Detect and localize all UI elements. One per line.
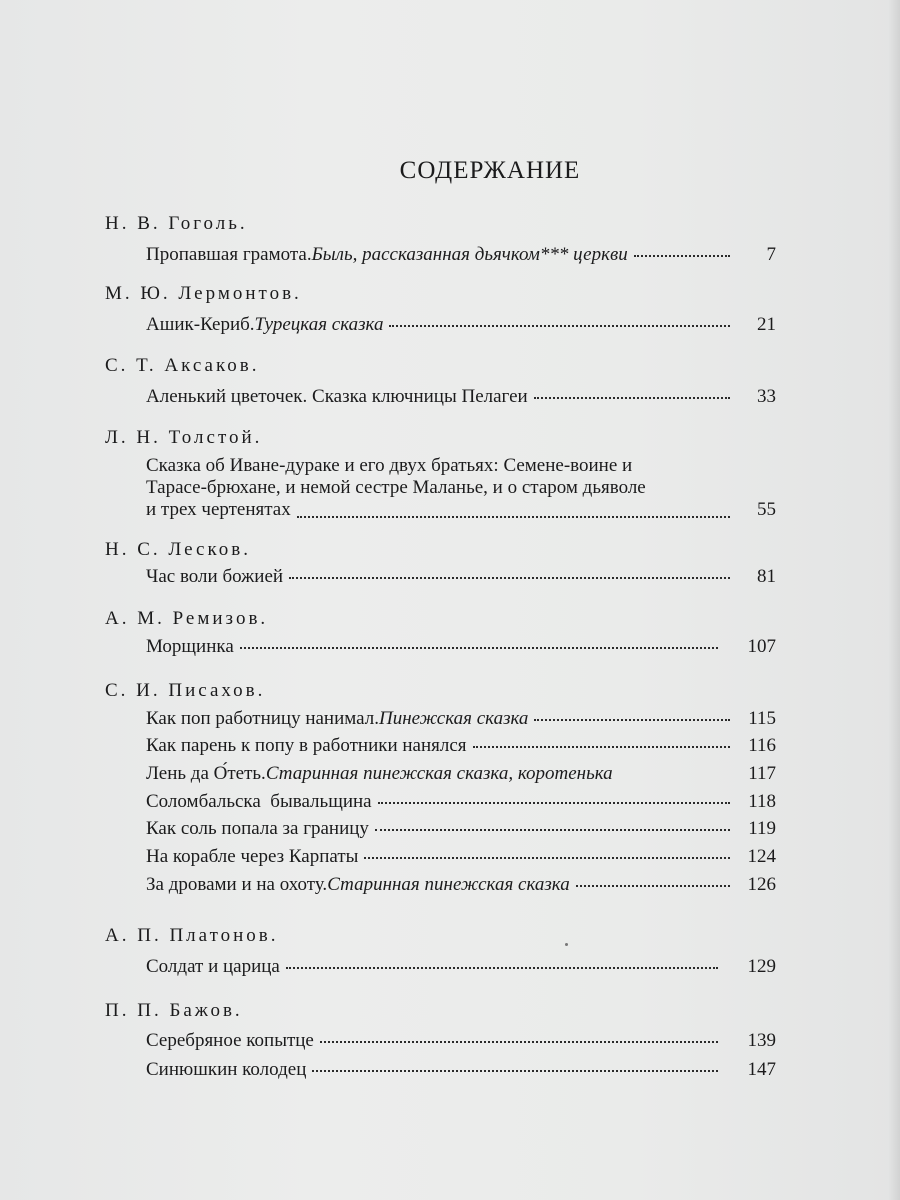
dot-leader — [312, 1070, 718, 1072]
author-name: М. Ю. Лермонтов. — [105, 283, 302, 304]
page-number: 116 — [748, 735, 776, 756]
toc-entry[interactable] — [146, 455, 776, 521]
dot-leader — [320, 1041, 718, 1043]
toc-entry[interactable] — [146, 874, 776, 896]
story-title: Пропавшая грамота. — [146, 244, 312, 265]
story-title: Час воли божией — [146, 566, 284, 587]
dot-leader — [634, 255, 730, 257]
story-title: Синюшкин колодец — [146, 1059, 307, 1080]
toc-entry[interactable] — [146, 386, 776, 408]
author-name: Л. Н. Толстой. — [105, 427, 263, 448]
story-title: и трех чертенятах — [146, 499, 291, 520]
story-title: Соломбальска бывальщина — [146, 791, 372, 812]
story-title-line: Сказка об Иване-дураке и его двух братьях: Семене-воине и — [146, 455, 633, 476]
dot-leader — [364, 857, 730, 859]
author-name: Н. С. Лесков. — [105, 539, 251, 560]
page-number: 55 — [757, 499, 776, 520]
page-number: 124 — [747, 846, 776, 867]
story-title: Как поп работницу нанимал. — [146, 708, 379, 729]
page-number: 81 — [757, 566, 776, 587]
page-number: 33 — [757, 386, 776, 407]
page-number: 119 — [748, 818, 776, 839]
dot-leader — [534, 397, 730, 399]
toc-entry[interactable] — [146, 846, 776, 868]
dot-leader — [289, 577, 730, 579]
dot-leader — [240, 647, 718, 649]
toc-entry[interactable] — [146, 708, 776, 730]
dot-leader — [286, 967, 718, 969]
author-name: Н. В. Гоголь. — [105, 213, 248, 234]
page-number: 126 — [747, 874, 776, 895]
story-title: Аленький цветочек. Сказка ключницы Пелагеи — [146, 386, 528, 407]
page-number: 115 — [748, 708, 776, 729]
story-title: Как соль попала за границу — [146, 818, 369, 839]
story-title: Как парень к попу в работники нанялся — [146, 735, 467, 756]
story-title: За дровами и на охоту. — [146, 874, 328, 895]
story-subtitle: Пинежская сказка — [379, 708, 529, 729]
story-title: На корабле через Карпаты — [146, 846, 359, 867]
dot-leader — [297, 516, 730, 518]
author-name: А. М. Ремизов. — [105, 608, 269, 629]
story-subtitle: Турецкая сказка — [254, 314, 384, 335]
page-number: 7 — [766, 244, 776, 265]
story-title: Лень да О́теть. — [146, 763, 266, 784]
dot-leader — [534, 719, 730, 721]
toc-entry[interactable] — [146, 636, 776, 658]
toc-entry[interactable] — [146, 956, 776, 978]
author-name: П. П. Бажов. — [105, 1000, 243, 1021]
toc-entry[interactable] — [146, 791, 776, 813]
story-subtitle: Старинная пинежская сказка — [327, 874, 570, 895]
story-title: Солдат и царица — [146, 956, 280, 977]
dot-leader — [389, 325, 730, 327]
story-title: Ашик-Кериб. — [146, 314, 255, 335]
author-name: А. П. Платонов. — [105, 925, 279, 946]
author-name: С. И. Писахов. — [105, 680, 266, 701]
story-title: Морщинка — [146, 636, 234, 657]
toc-entry[interactable] — [146, 818, 776, 840]
toc-entry[interactable] — [146, 314, 776, 336]
toc-entry[interactable] — [146, 763, 776, 785]
dot-leader — [576, 885, 730, 887]
page-edge-shadow — [888, 0, 900, 1200]
author-name: С. Т. Аксаков. — [105, 355, 260, 376]
page-number: 129 — [747, 956, 776, 977]
page-number: 118 — [748, 791, 776, 812]
dot-leader — [619, 774, 730, 776]
toc-entry[interactable] — [146, 735, 776, 757]
story-subtitle: Быль, рассказанная дьячком*** церкви — [311, 244, 628, 265]
page-number: 147 — [747, 1059, 776, 1080]
dot-leader — [378, 802, 730, 804]
dot-leader — [473, 746, 730, 748]
toc-entry[interactable] — [146, 1059, 776, 1081]
page-number: 21 — [757, 314, 776, 335]
contents-heading: СОДЕРЖАНИЕ — [399, 157, 581, 184]
paper-speck — [565, 943, 568, 946]
page-number: 107 — [747, 636, 776, 657]
toc-entry[interactable] — [146, 244, 776, 266]
page-number: 117 — [748, 763, 776, 784]
story-title-line: Тарасе-брюхане, и немой сестре Маланье, и о старом дьяволе — [146, 477, 646, 498]
toc-entry[interactable] — [146, 566, 776, 588]
page-number: 139 — [747, 1030, 776, 1051]
toc-entry[interactable] — [146, 1030, 776, 1052]
dot-leader — [375, 829, 730, 831]
story-subtitle: Старинная пинежская сказка, коротенька — [265, 763, 613, 784]
story-title: Серебряное копытце — [146, 1030, 314, 1051]
